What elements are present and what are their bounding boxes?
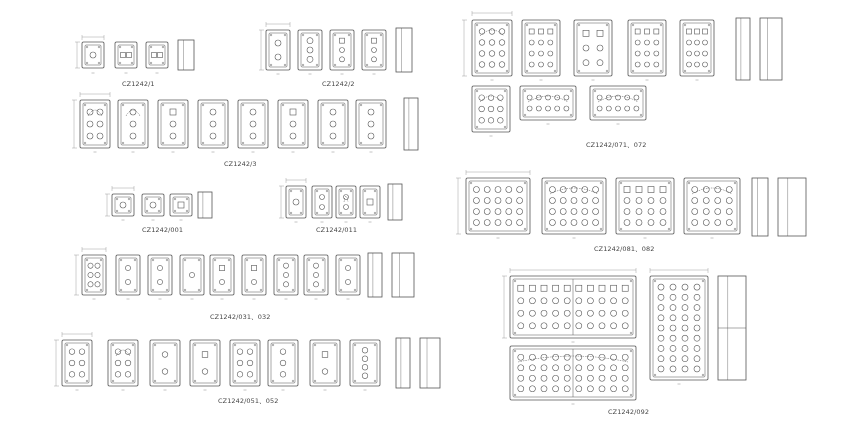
- side-view: [736, 18, 750, 80]
- caption-cz1242-011: CZ1242/011: [316, 226, 358, 234]
- group-cz1242-2: [259, 22, 412, 74]
- side-view: [778, 178, 806, 236]
- caption-cz1242-081: CZ1242/081、082: [594, 245, 655, 253]
- enclosure-outline: [522, 20, 560, 76]
- enclosure-outline: [330, 30, 354, 70]
- caption-cz1242-2: CZ1242/2: [322, 80, 355, 88]
- side-view: [396, 28, 412, 72]
- side-view: [404, 98, 418, 150]
- side-view: [420, 338, 440, 388]
- enclosure-outline: [350, 340, 380, 386]
- enclosure-outline: [472, 86, 510, 132]
- group-cz1242-1: [75, 35, 194, 73]
- enclosure-outline: [230, 340, 260, 386]
- enclosure-outline: [82, 255, 106, 295]
- enclosure-outline: [336, 255, 360, 295]
- enclosure-outline: [82, 42, 104, 68]
- enclosure-outline: [80, 100, 110, 148]
- enclosure-outline: [108, 340, 138, 386]
- enclosure-outline: [590, 86, 646, 120]
- enclosure-outline: [520, 86, 576, 120]
- enclosure-outline: [118, 100, 148, 148]
- caption-cz1242-071: CZ1242/071、072: [586, 141, 647, 149]
- enclosure-outline: [62, 340, 92, 386]
- side-view: [392, 253, 414, 297]
- group-cz1242-092: [502, 268, 746, 404]
- enclosure-outline: [268, 340, 298, 386]
- caption-cz1242-3: CZ1242/3: [224, 160, 257, 168]
- enclosure-outline: [266, 30, 290, 70]
- caption-cz1242-051: CZ1242/051、052: [218, 397, 279, 405]
- caption-cz1242-031: CZ1242/031、032: [210, 313, 271, 321]
- enclosure-outline: [680, 20, 714, 76]
- enclosure-outline: [146, 42, 168, 68]
- enclosure-outline: [190, 340, 220, 386]
- group-cz1242-001: [105, 186, 212, 220]
- enclosure-outline: [274, 255, 298, 295]
- enclosure-outline: [116, 255, 140, 295]
- enclosure-outline: [115, 42, 137, 68]
- side-view: [396, 338, 410, 388]
- caption-cz1242-092: CZ1242/092: [608, 408, 650, 416]
- enclosure-outline: [310, 340, 340, 386]
- enclosure-outline: [242, 255, 266, 295]
- enclosure-outline: [148, 255, 172, 295]
- group-cz1242-011: [279, 178, 402, 222]
- enclosure-outline: [650, 276, 708, 380]
- enclosure-outline: [628, 20, 666, 76]
- side-view: [752, 178, 768, 236]
- group-cz1242-031: [74, 247, 414, 299]
- side-view: [760, 18, 782, 80]
- enclosure-outline: [684, 178, 740, 234]
- enclosure-outline: [150, 340, 180, 386]
- enclosure-outline: [362, 30, 386, 70]
- side-view: [178, 40, 194, 70]
- enclosure-outline: [304, 255, 328, 295]
- group-cz1242-081: [456, 170, 806, 238]
- side-view: [198, 192, 212, 218]
- group-cz1242-071: [462, 11, 782, 136]
- caption-cz1242-1: CZ1242/1: [122, 80, 155, 88]
- enclosure-outline: [356, 100, 386, 148]
- enclosure-outline: [198, 100, 228, 148]
- enclosure-outline: [180, 255, 204, 295]
- enclosure-outline: [238, 100, 268, 148]
- group-cz1242-3: [72, 92, 418, 152]
- enclosure-outline: [278, 100, 308, 148]
- group-cz1242-051: [54, 332, 440, 390]
- enclosure-outline: [574, 20, 612, 76]
- side-view: [388, 184, 402, 220]
- side-view: [368, 253, 382, 297]
- enclosure-outline: [158, 100, 188, 148]
- enclosure-outline: [298, 30, 322, 70]
- caption-cz1242-001: CZ1242/001: [142, 226, 184, 234]
- enclosure-outline: [318, 100, 348, 148]
- enclosure-outline: [210, 255, 234, 295]
